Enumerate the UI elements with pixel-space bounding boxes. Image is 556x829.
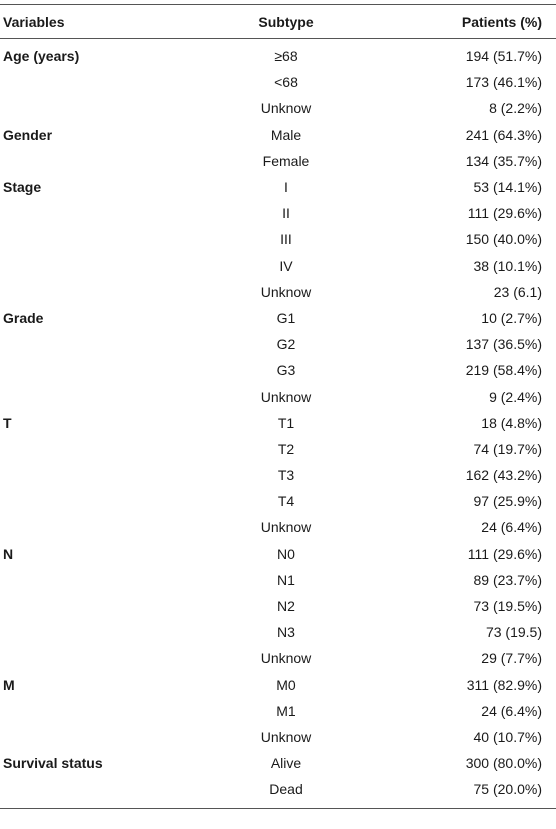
header-patients: Patients (%) xyxy=(372,5,556,39)
table-row xyxy=(0,305,556,331)
header-subtype: Subtype xyxy=(200,5,372,39)
cell-variable xyxy=(0,331,200,357)
cell-subtype: N3 xyxy=(277,624,295,641)
table-row xyxy=(0,645,556,671)
table-row xyxy=(0,724,556,750)
cell-patients: 24 (6.4%) xyxy=(481,702,542,719)
cell-patients: 173 (46.1%) xyxy=(465,74,542,91)
table-row xyxy=(0,331,556,357)
cell-subtype: T4 xyxy=(277,493,295,510)
cell-patients: 8 (2.2%) xyxy=(489,100,542,117)
table-bottom-rule xyxy=(0,808,556,809)
cell-subtype: N1 xyxy=(277,571,295,588)
cell-patients: 23 (6.1) xyxy=(493,283,542,300)
cell-subtype: N0 xyxy=(277,545,295,562)
cell-variable xyxy=(0,593,200,619)
cell-variable: Grade xyxy=(3,309,44,326)
cell-patients: 194 (51.7%) xyxy=(465,48,542,65)
cell-patients: 150 (40.0%) xyxy=(465,231,542,248)
table-row xyxy=(0,410,556,436)
cell-subtype: III xyxy=(280,231,292,248)
table-row xyxy=(0,383,556,409)
cell-variable xyxy=(0,514,200,540)
cell-patients: 111 (29.6%) xyxy=(467,205,542,222)
cell-patients: 29 (7.7%) xyxy=(481,650,542,667)
table-row xyxy=(0,462,556,488)
cell-patients: 24 (6.4%) xyxy=(481,519,542,536)
table-row xyxy=(0,200,556,226)
cell-subtype: Female xyxy=(262,152,310,169)
cell-patients: 73 (19.5%) xyxy=(473,598,542,615)
cell-variable xyxy=(0,462,200,488)
table-row xyxy=(0,672,556,698)
cell-variable xyxy=(0,776,200,802)
table-row xyxy=(0,488,556,514)
cell-subtype: Unknow xyxy=(260,100,312,117)
cell-variable xyxy=(0,253,200,279)
table-row xyxy=(0,39,556,70)
cell-variable: Age (years) xyxy=(3,48,80,65)
cell-patients: 311 (82.9%) xyxy=(466,676,542,693)
table-row xyxy=(0,776,556,802)
cell-subtype: T1 xyxy=(277,414,295,431)
cell-patients: 134 (35.7%) xyxy=(465,152,542,169)
cell-patients: 97 (25.9%) xyxy=(473,493,542,510)
cell-subtype: T3 xyxy=(277,467,295,484)
cell-patients: 73 (19.5) xyxy=(485,624,542,641)
table-row xyxy=(0,698,556,724)
table-header xyxy=(0,5,556,39)
cell-patients: 74 (19.7%) xyxy=(473,440,542,457)
cell-patients: 18 (4.8%) xyxy=(481,414,542,431)
cell-subtype: M1 xyxy=(276,702,296,719)
cell-variable xyxy=(0,95,200,121)
table-row xyxy=(0,122,556,148)
cell-subtype: M0 xyxy=(276,676,296,693)
table-row xyxy=(0,514,556,540)
cell-subtype: G2 xyxy=(276,336,296,353)
cell-variable: Stage xyxy=(3,179,42,196)
table-row xyxy=(0,226,556,252)
cell-subtype: Alive xyxy=(270,755,302,772)
cell-variable: N xyxy=(3,545,14,562)
table-row xyxy=(0,279,556,305)
table-row xyxy=(0,593,556,619)
table-body xyxy=(0,39,556,803)
cell-patients: 300 (80.0%) xyxy=(465,755,542,772)
cell-variable xyxy=(0,226,200,252)
cell-subtype: G3 xyxy=(276,362,296,379)
cell-patients: 162 (43.2%) xyxy=(465,467,542,484)
table-row xyxy=(0,95,556,121)
cell-patients: 111 (29.6%) xyxy=(467,545,542,562)
cell-variable xyxy=(0,279,200,305)
cell-subtype: T2 xyxy=(277,440,295,457)
cell-patients: 38 (10.1%) xyxy=(473,257,542,274)
cell-subtype: G1 xyxy=(276,309,296,326)
cell-patients: 75 (20.0%) xyxy=(473,781,542,798)
cell-patients: 89 (23.7%) xyxy=(473,571,542,588)
cell-variable xyxy=(0,488,200,514)
table-row xyxy=(0,174,556,200)
cell-subtype: Unknow xyxy=(260,650,312,667)
cell-subtype: Unknow xyxy=(260,283,312,300)
cell-variable xyxy=(0,69,200,95)
cell-variable: M xyxy=(3,676,15,693)
cell-variable xyxy=(0,357,200,383)
table-row xyxy=(0,541,556,567)
cell-subtype: I xyxy=(284,179,288,196)
cell-variable xyxy=(0,645,200,671)
cell-subtype: II xyxy=(282,205,290,222)
cell-variable xyxy=(0,436,200,462)
cell-variable xyxy=(0,698,200,724)
cell-patients: 241 (64.3%) xyxy=(465,126,542,143)
cell-subtype: Male xyxy=(270,126,302,143)
cell-patients: 137 (36.5%) xyxy=(465,336,542,353)
cell-subtype: Dead xyxy=(269,781,303,798)
table-row xyxy=(0,253,556,279)
cell-patients: 219 (58.4%) xyxy=(465,362,542,379)
cell-variable xyxy=(0,383,200,409)
table-row xyxy=(0,750,556,776)
cell-subtype: N2 xyxy=(277,598,295,615)
table-row xyxy=(0,148,556,174)
cell-variable xyxy=(0,724,200,750)
cell-patients: 40 (10.7%) xyxy=(473,728,542,745)
patient-characteristics-table xyxy=(0,4,556,802)
cell-patients: 53 (14.1%) xyxy=(473,179,542,196)
cell-subtype: Unknow xyxy=(260,519,312,536)
cell-subtype: <68 xyxy=(274,74,298,91)
cell-variable: T xyxy=(3,414,12,431)
table-row xyxy=(0,619,556,645)
table-row xyxy=(0,69,556,95)
header-row xyxy=(0,5,556,39)
cell-variable xyxy=(0,200,200,226)
table-row xyxy=(0,567,556,593)
cell-subtype: IV xyxy=(279,257,293,274)
table-row xyxy=(0,436,556,462)
cell-variable xyxy=(0,567,200,593)
cell-patients: 10 (2.7%) xyxy=(481,309,542,326)
cell-subtype: Unknow xyxy=(260,728,312,745)
cell-variable: Survival status xyxy=(3,755,103,772)
cell-patients: 9 (2.4%) xyxy=(489,388,542,405)
cell-variable xyxy=(0,619,200,645)
cell-subtype: Unknow xyxy=(260,388,312,405)
table-row xyxy=(0,357,556,383)
cell-subtype: ≥68 xyxy=(274,48,298,65)
header-variables: Variables xyxy=(0,5,200,39)
cell-variable: Gender xyxy=(3,126,53,143)
cell-variable xyxy=(0,148,200,174)
